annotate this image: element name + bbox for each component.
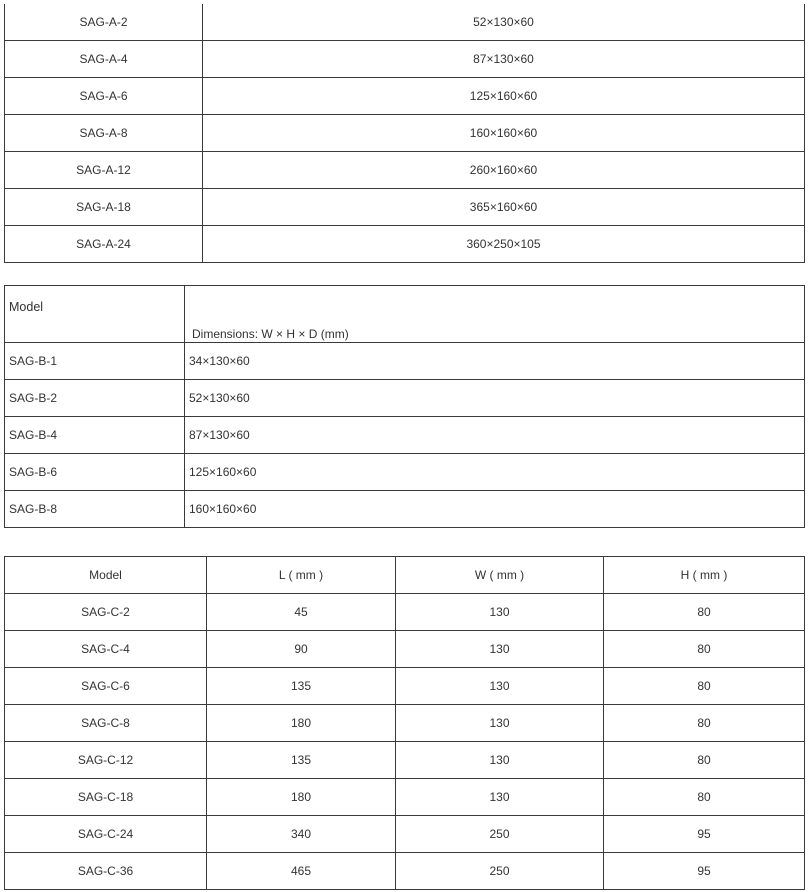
table-c (4, 556, 805, 890)
dimensions-cell: 125×160×60 (203, 78, 805, 115)
table-row (5, 189, 805, 226)
model-cell: SAG-A-12 (5, 152, 203, 189)
table-row (5, 853, 805, 890)
model-cell: SAG-C-6 (5, 668, 207, 705)
dimensions-cell: 34×130×60 (185, 343, 805, 380)
height-cell: 95 (604, 816, 805, 853)
dimensions-cell: 87×130×60 (203, 41, 805, 78)
model-cell: SAG-C-18 (5, 779, 207, 816)
width-header: W ( mm ) (396, 557, 604, 594)
width-cell: 130 (396, 631, 604, 668)
model-cell: SAG-C-36 (5, 853, 207, 890)
table-row (5, 454, 805, 491)
length-cell: 340 (207, 816, 396, 853)
model-cell: SAG-A-8 (5, 115, 203, 152)
dimensions-cell: 125×160×60 (185, 454, 805, 491)
dimensions-cell: 160×160×60 (203, 115, 805, 152)
dimensions-cell: 52×130×60 (203, 4, 805, 41)
model-cell: SAG-A-18 (5, 189, 203, 226)
dimensions-cell: 160×160×60 (185, 491, 805, 528)
model-cell: SAG-C-4 (5, 631, 207, 668)
table-row (5, 4, 805, 41)
table-row (5, 631, 805, 668)
table-row (5, 705, 805, 742)
length-cell: 180 (207, 705, 396, 742)
table-row (5, 343, 805, 380)
table-row (5, 668, 805, 705)
table-a (4, 4, 805, 263)
model-cell: SAG-B-1 (5, 343, 185, 380)
model-header: Model (5, 557, 207, 594)
width-cell: 250 (396, 853, 604, 890)
table-row (5, 115, 805, 152)
table-row (5, 417, 805, 454)
table-row (5, 816, 805, 853)
dimensions-cell: 360×250×105 (203, 226, 805, 263)
model-cell: SAG-C-2 (5, 594, 207, 631)
table-header-row (5, 286, 805, 343)
table-row (5, 152, 805, 189)
table-row (5, 742, 805, 779)
width-cell: 130 (396, 742, 604, 779)
length-cell: 135 (207, 742, 396, 779)
table-row (5, 41, 805, 78)
model-cell: SAG-B-2 (5, 380, 185, 417)
length-cell: 180 (207, 779, 396, 816)
model-cell: SAG-C-12 (5, 742, 207, 779)
height-cell: 80 (604, 594, 805, 631)
model-header: Model (5, 286, 185, 343)
model-cell: SAG-B-4 (5, 417, 185, 454)
height-cell: 80 (604, 779, 805, 816)
length-cell: 465 (207, 853, 396, 890)
height-cell: 80 (604, 742, 805, 779)
width-cell: 250 (396, 816, 604, 853)
model-cell: SAG-A-6 (5, 78, 203, 115)
model-cell: SAG-C-24 (5, 816, 207, 853)
table-row (5, 226, 805, 263)
width-cell: 130 (396, 705, 604, 742)
height-cell: 80 (604, 668, 805, 705)
width-cell: 130 (396, 779, 604, 816)
dimensions-cell: 87×130×60 (185, 417, 805, 454)
height-cell: 80 (604, 631, 805, 668)
model-cell: SAG-A-2 (5, 4, 203, 41)
model-cell: SAG-B-8 (5, 491, 185, 528)
table-row (5, 779, 805, 816)
table-row (5, 78, 805, 115)
dimensions-cell: 52×130×60 (185, 380, 805, 417)
height-cell: 95 (604, 853, 805, 890)
model-cell: SAG-A-24 (5, 226, 203, 263)
model-cell: SAG-C-8 (5, 705, 207, 742)
table-row (5, 380, 805, 417)
length-cell: 135 (207, 668, 396, 705)
length-cell: 90 (207, 631, 396, 668)
table-b (4, 285, 805, 528)
height-cell: 80 (604, 705, 805, 742)
length-cell: 45 (207, 594, 396, 631)
dimensions-header: Dimensions: W × H × D (mm) (185, 286, 805, 343)
width-cell: 130 (396, 594, 604, 631)
dimensions-cell: 260×160×60 (203, 152, 805, 189)
table-row (5, 594, 805, 631)
model-cell: SAG-B-6 (5, 454, 185, 491)
table-header-row (5, 557, 805, 594)
length-header: L ( mm ) (207, 557, 396, 594)
height-header: H ( mm ) (604, 557, 805, 594)
model-cell: SAG-A-4 (5, 41, 203, 78)
width-cell: 130 (396, 668, 604, 705)
table-row (5, 491, 805, 528)
dimensions-cell: 365×160×60 (203, 189, 805, 226)
